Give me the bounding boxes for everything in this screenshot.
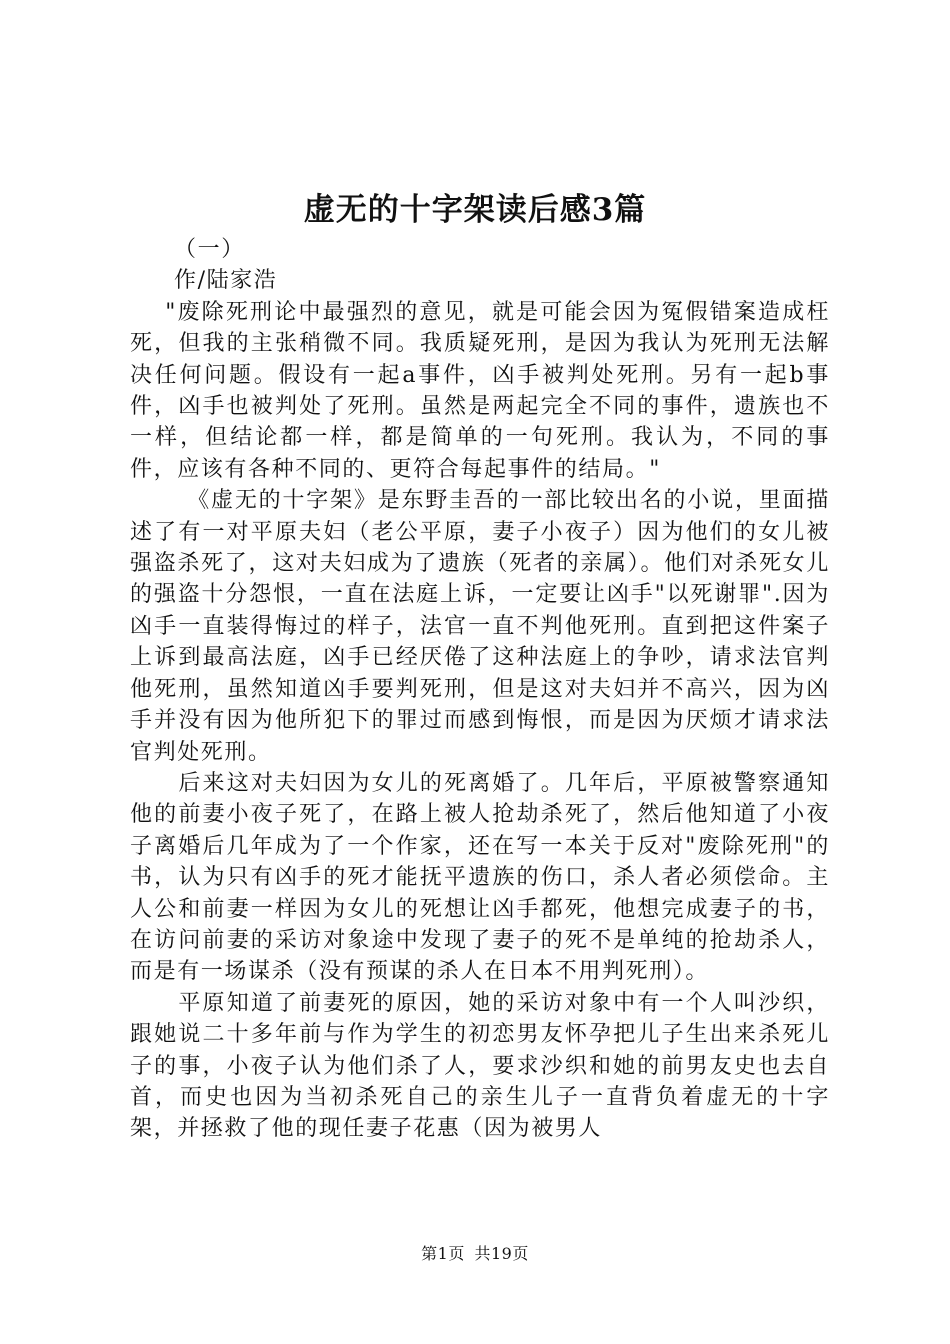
page-total: 共19页 [474,1244,529,1263]
author-line: 作/陆家浩 [174,268,278,294]
page-number: 第1页 [421,1244,465,1263]
quote-paragraph: "废除死刑论中最强烈的意见，就是可能会因为冤假错案造成枉死，但我的主张稍微不同。我质疑死刑，是因为我认为死刑无法解决任何问题。假设有一起a事件，凶手被判处死刑。另有一起b事件，凶手也被判处了死刑。虽然是两起完全不同的事件，遗族也不一样，但结论都一样，都是简单的一句死刑。我认为，不同的事件，应该有各种不同的、更符合每起事件的结局。" [130,299,830,482]
body-paragraph: 《虚无的十字架》是东野圭吾的一部比较出名的小说，里面描述了有一对平原夫妇（老公平原，妻子小夜子）因为他们的女儿被强盗杀死了，这对夫妇成为了遗族（死者的亲属）。他们对杀死女儿的强盗十分怨恨，一直在法庭上诉，一定要让凶手"以死谢罪".因为凶手一直装得悔过的样子，法官一直不判他死刑。直到把这件案子上诉到最高法庭，凶手已经厌倦了这种法庭上的争吵，请求法官判他死刑，虽然知道凶手要判死刑，但是这对夫妇并不高兴，因为凶手并没有因为他所犯下的罪过而感到悔恨，而是因为厌烦才请求法官判处死刑。 [130,488,830,765]
document-title: 虚无的十字架读后感3篇 [303,192,647,228]
page-footer [0,1242,950,1266]
section-heading: （一） [174,237,245,262]
body-paragraph: 后来这对夫妇因为女儿的死离婚了。几年后，平原被警察通知他的前妻小夜子死了，在路上被人抢劫杀死了，然后他知道了小夜子离婚后几年成为了一个作家，还在写一本关于反对"废除死刑"的书，认为只有凶手的死才能抚平遗族的伤口，杀人者必须偿命。主人公和前妻一样因为女儿的死想让凶手都死，他想完成妻子的书，在访问前妻的采访对象途中发现了妻子的死不是单纯的抢劫杀人，而是有一场谋杀（没有预谋的杀人在日本不用判死刑）。 [130,770,830,985]
document-body [130,234,830,1145]
body-paragraph: 平原知道了前妻死的原因，她的采访对象中有一个人叫沙织，跟她说二十多年前与作为学生的初恋男友怀孕把儿子生出来杀死儿子的事，小夜子认为他们杀了人，要求沙织和她的前男友史也去自首，而史也因为当初杀死自己的亲生儿子一直背负着虚无的十字架，并拯救了他的现任妻子花惠（因为被男人 [130,990,830,1142]
